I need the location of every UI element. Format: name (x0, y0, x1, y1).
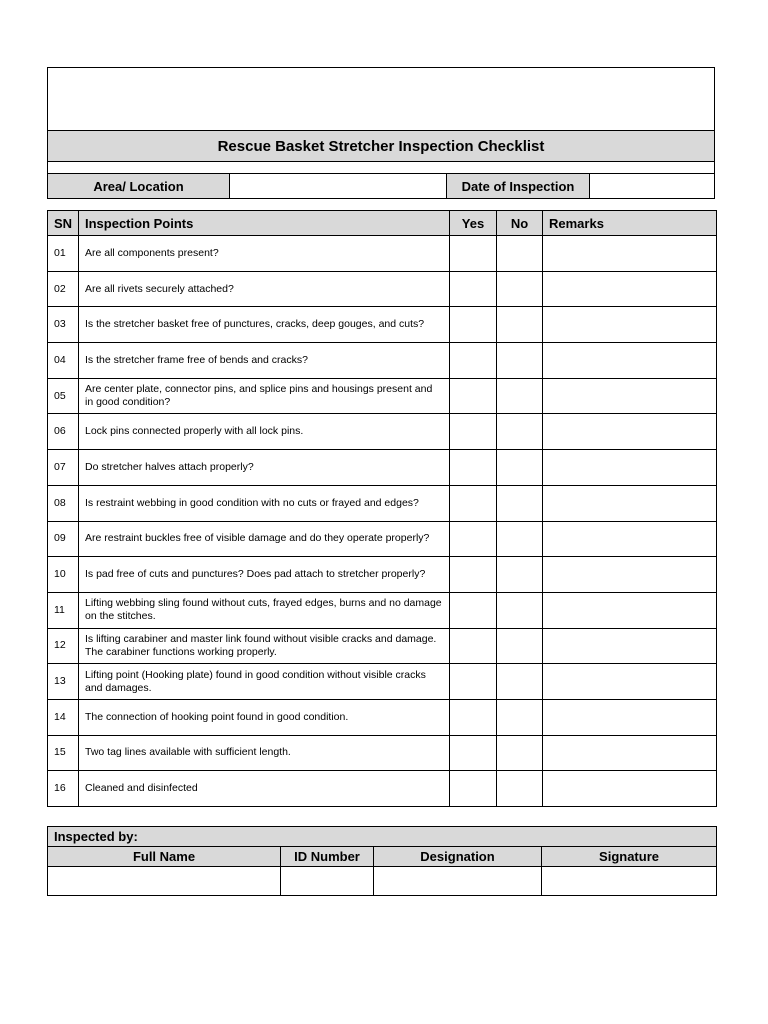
row-remarks-cell[interactable] (543, 521, 717, 557)
row-no-cell[interactable] (497, 485, 543, 521)
row-inspection-point: Is the stretcher frame free of bends and cracks? (79, 343, 450, 379)
row-remarks-cell[interactable] (543, 236, 717, 272)
row-remarks-cell[interactable] (543, 378, 717, 414)
col-designation: Designation (374, 847, 542, 867)
row-remarks-cell[interactable] (543, 307, 717, 343)
inspected-by-header-row (48, 847, 717, 867)
table-row (48, 735, 717, 771)
id-number-field[interactable] (281, 867, 374, 896)
row-inspection-point: Is the stretcher basket free of punctures, cracks, deep gouges, and cuts? (79, 307, 450, 343)
table-row (48, 450, 717, 486)
row-inspection-point: Are center plate, connector pins, and splice pins and housings present and in good condition? (79, 378, 450, 414)
row-yes-cell[interactable] (450, 628, 497, 664)
col-remarks: Remarks (543, 211, 717, 236)
row-inspection-point: Are all components present? (79, 236, 450, 272)
row-no-cell[interactable] (497, 628, 543, 664)
row-no-cell[interactable] (497, 699, 543, 735)
table-row (48, 378, 717, 414)
row-yes-cell[interactable] (450, 271, 497, 307)
table-row (48, 592, 717, 628)
col-full-name: Full Name (48, 847, 281, 867)
row-sn: 04 (48, 343, 79, 379)
date-field[interactable] (590, 174, 714, 198)
row-remarks-cell[interactable] (543, 485, 717, 521)
row-yes-cell[interactable] (450, 664, 497, 700)
row-sn: 01 (48, 236, 79, 272)
row-remarks-cell[interactable] (543, 343, 717, 379)
row-yes-cell[interactable] (450, 735, 497, 771)
row-no-cell[interactable] (497, 450, 543, 486)
row-remarks-cell[interactable] (543, 699, 717, 735)
row-yes-cell[interactable] (450, 521, 497, 557)
table-row (48, 699, 717, 735)
document-header (47, 67, 715, 199)
col-signature: Signature (542, 847, 717, 867)
row-yes-cell[interactable] (450, 592, 497, 628)
row-inspection-point: Is restraint webbing in good condition with no cuts or frayed and edges? (79, 485, 450, 521)
header-spacer (48, 162, 714, 174)
table-row (48, 271, 717, 307)
table-row (48, 236, 717, 272)
row-sn: 02 (48, 271, 79, 307)
col-inspection-points: Inspection Points (79, 211, 450, 236)
row-sn: 12 (48, 628, 79, 664)
row-sn: 15 (48, 735, 79, 771)
inspector-entry-row (48, 867, 717, 896)
row-sn: 13 (48, 664, 79, 700)
document-title: Rescue Basket Stretcher Inspection Checklist (48, 131, 714, 162)
row-inspection-point: Lifting point (Hooking plate) found in good condition without visible cracks and damages. (79, 664, 450, 700)
row-no-cell[interactable] (497, 271, 543, 307)
row-no-cell[interactable] (497, 735, 543, 771)
row-yes-cell[interactable] (450, 485, 497, 521)
row-inspection-point: Lock pins connected properly with all lock pins. (79, 414, 450, 450)
row-sn: 16 (48, 771, 79, 807)
area-field[interactable] (230, 174, 447, 198)
row-sn: 10 (48, 557, 79, 593)
inspected-by-table (47, 826, 717, 896)
row-no-cell[interactable] (497, 343, 543, 379)
table-row (48, 771, 717, 807)
row-yes-cell[interactable] (450, 450, 497, 486)
row-inspection-point: Is lifting carabiner and master link found without visible cracks and damage. The carabiner functions working properly. (79, 628, 450, 664)
row-inspection-point: Is pad free of cuts and punctures? Does pad attach to stretcher properly? (79, 557, 450, 593)
logo-area (48, 68, 714, 131)
row-remarks-cell[interactable] (543, 771, 717, 807)
row-no-cell[interactable] (497, 592, 543, 628)
row-inspection-point: Do stretcher halves attach properly? (79, 450, 450, 486)
row-inspection-point: Are restraint buckles free of visible damage and do they operate properly? (79, 521, 450, 557)
table-row (48, 485, 717, 521)
row-no-cell[interactable] (497, 557, 543, 593)
table-row (48, 343, 717, 379)
row-sn: 14 (48, 699, 79, 735)
row-no-cell[interactable] (497, 236, 543, 272)
table-row (48, 664, 717, 700)
row-yes-cell[interactable] (450, 557, 497, 593)
meta-row (48, 174, 714, 198)
col-sn: SN (48, 211, 79, 236)
row-remarks-cell[interactable] (543, 664, 717, 700)
area-label: Area/ Location (48, 174, 230, 198)
inspection-table (47, 210, 717, 807)
table-row (48, 414, 717, 450)
col-id-number: ID Number (281, 847, 374, 867)
row-yes-cell[interactable] (450, 343, 497, 379)
row-remarks-cell[interactable] (543, 735, 717, 771)
row-no-cell[interactable] (497, 771, 543, 807)
row-remarks-cell[interactable] (543, 628, 717, 664)
row-inspection-point: Lifting webbing sling found without cuts, frayed edges, burns and no damage on the stitches. (79, 592, 450, 628)
row-no-cell[interactable] (497, 664, 543, 700)
row-sn: 06 (48, 414, 79, 450)
row-sn: 11 (48, 592, 79, 628)
signature-field[interactable] (542, 867, 717, 896)
row-yes-cell[interactable] (450, 236, 497, 272)
table-row (48, 557, 717, 593)
row-yes-cell[interactable] (450, 771, 497, 807)
row-sn: 05 (48, 378, 79, 414)
table-header-row (48, 211, 717, 236)
row-sn: 09 (48, 521, 79, 557)
row-yes-cell[interactable] (450, 414, 497, 450)
row-yes-cell[interactable] (450, 699, 497, 735)
row-inspection-point: Are all rivets securely attached? (79, 271, 450, 307)
table-row (48, 628, 717, 664)
row-yes-cell[interactable] (450, 378, 497, 414)
row-no-cell[interactable] (497, 414, 543, 450)
row-remarks-cell[interactable] (543, 450, 717, 486)
row-inspection-point: Two tag lines available with sufficient length. (79, 735, 450, 771)
row-inspection-point: The connection of hooking point found in good condition. (79, 699, 450, 735)
row-remarks-cell[interactable] (543, 557, 717, 593)
date-label: Date of Inspection (447, 174, 590, 198)
col-no: No (497, 211, 543, 236)
row-no-cell[interactable] (497, 378, 543, 414)
row-inspection-point: Cleaned and disinfected (79, 771, 450, 807)
row-sn: 07 (48, 450, 79, 486)
row-no-cell[interactable] (497, 521, 543, 557)
inspected-by-label: Inspected by: (48, 827, 717, 847)
row-sn: 08 (48, 485, 79, 521)
row-remarks-cell[interactable] (543, 592, 717, 628)
full-name-field[interactable] (48, 867, 281, 896)
table-row (48, 521, 717, 557)
row-sn: 03 (48, 307, 79, 343)
row-yes-cell[interactable] (450, 307, 497, 343)
designation-field[interactable] (374, 867, 542, 896)
col-yes: Yes (450, 211, 497, 236)
table-row (48, 307, 717, 343)
row-remarks-cell[interactable] (543, 414, 717, 450)
row-remarks-cell[interactable] (543, 271, 717, 307)
row-no-cell[interactable] (497, 307, 543, 343)
